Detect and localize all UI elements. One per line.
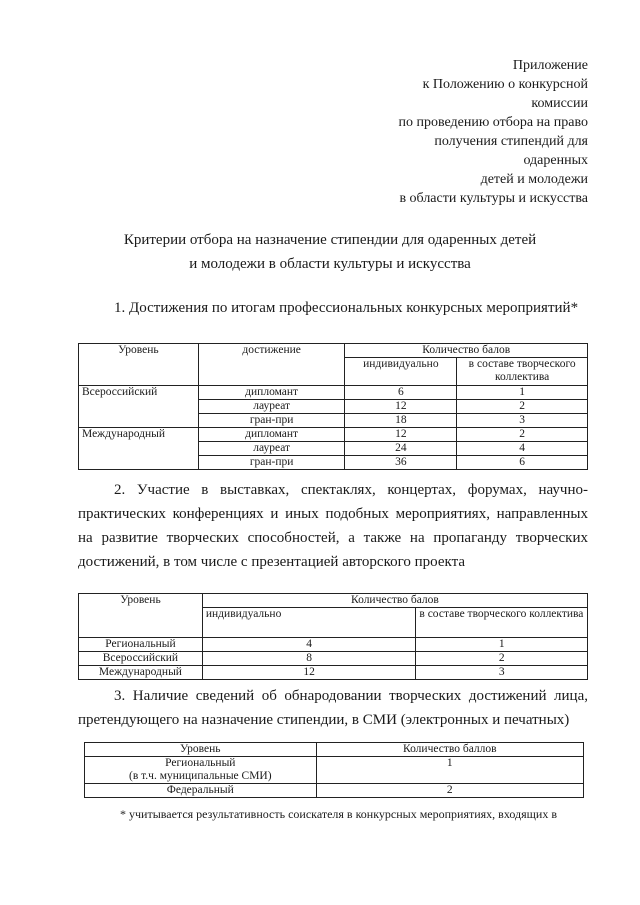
table-1-collective-cell: 4: [457, 442, 588, 456]
table-1-achievement-cell: лауреат: [198, 442, 345, 456]
table-2-individual-cell: 4: [202, 638, 416, 652]
appendix-line: Приложение: [512, 58, 588, 73]
table-3-header-level: Уровень: [85, 743, 317, 757]
table-1-individual-cell: 18: [345, 414, 457, 428]
table-2-collective-cell: 2: [416, 652, 588, 666]
table-1-achievement-cell: дипломант: [198, 428, 345, 442]
table-1-level-cell: Международный: [79, 428, 199, 470]
table-2-header-collective: в составе творческого коллектива: [416, 608, 588, 638]
table-2-level-cell: Международный: [79, 666, 203, 680]
table-2: [78, 593, 588, 680]
table-1-individual-cell: 36: [345, 456, 457, 470]
table-2-level-cell: Региональный: [79, 638, 203, 652]
table-1-collective-cell: 3: [457, 414, 588, 428]
table-2-individual-cell: 8: [202, 652, 416, 666]
table-1-level-cell: Всероссийский: [79, 386, 199, 428]
title-line-1: Критерии отбора на назначение стипендии для одаренных детей: [123, 232, 537, 248]
footnote: * учитывается результативность соискателя в конкурсных мероприятиях, входящих в: [120, 807, 557, 821]
table-2-level-cell: Всероссийский: [79, 652, 203, 666]
appendix-line: по проведению отбора на право: [398, 115, 588, 130]
table-2-header-individual: индивидуально: [202, 608, 416, 638]
table-1-collective-cell: 2: [457, 400, 588, 414]
table-1-header-level: Уровень: [79, 344, 199, 386]
table-1-collective-cell: 6: [457, 456, 588, 470]
table-1-individual-cell: 12: [345, 428, 457, 442]
document-title: [60, 228, 600, 276]
table-3-header-points: Количество баллов: [316, 743, 583, 757]
appendix-line: комиссии: [531, 96, 588, 111]
table-1-achievement-cell: дипломант: [198, 386, 345, 400]
table-3: [84, 742, 584, 798]
table-2-header-points: Количество балов: [202, 594, 587, 608]
appendix-line: одаренных: [523, 153, 588, 168]
appendix-line: в области культуры и искусства: [399, 191, 588, 206]
section-3-heading: 3. Наличие сведений об обнародовании творческих достижений лица, претендующего на назначение стипендии, в СМИ (электронных и печатных): [78, 688, 588, 728]
appendix-line: к Положению о конкурсной: [422, 77, 588, 92]
appendix-line: детей и молодежи: [480, 172, 588, 187]
table-2-individual-cell: 12: [202, 666, 416, 680]
section-2-heading: 2. Участие в выставках, спектаклях, концертах, форумах, научно-практических конференциях и иных подобных мероприятиях, направленных на развитие творческих способностей, а также на пропаганду творческих достижений, в том числе с презентацией авторского проекта: [78, 482, 588, 570]
table-3-level-note: (в т.ч. муниципальные СМИ): [128, 770, 272, 782]
section-1-heading: 1. Достижения по итогам профессиональных конкурсных мероприятий*: [114, 300, 579, 316]
table-3-level-name: Региональный: [165, 757, 236, 769]
table-3-points-cell: 2: [316, 784, 583, 798]
table-1-achievement-cell: гран-при: [198, 414, 345, 428]
title-line-2: и молодежи в области культуры и искусства: [189, 256, 471, 272]
table-3-level-cell: Федеральный: [85, 784, 317, 798]
table-2-collective-cell: 3: [416, 666, 588, 680]
table-1-collective-cell: 2: [457, 428, 588, 442]
table-1: [78, 343, 588, 470]
table-1-header-points: Количество балов: [345, 344, 588, 358]
table-1-collective-cell: 1: [457, 386, 588, 400]
table-1-achievement-cell: лауреат: [198, 400, 345, 414]
table-1-header-achievement: достижение: [198, 344, 345, 386]
table-1-individual-cell: 12: [345, 400, 457, 414]
table-3-points-cell: 1: [316, 757, 583, 784]
appendix-line: получения стипендий для: [434, 134, 588, 149]
table-1-achievement-cell: гран-при: [198, 456, 345, 470]
table-1-individual-cell: 6: [345, 386, 457, 400]
table-1-header-collective: в составе творческого коллектива: [457, 358, 588, 386]
table-2-collective-cell: 1: [416, 638, 588, 652]
table-1-individual-cell: 24: [345, 442, 457, 456]
table-1-header-individual: индивидуально: [345, 358, 457, 386]
table-3-level-cell: [85, 757, 317, 784]
table-2-header-level: Уровень: [79, 594, 203, 638]
appendix-header: [398, 56, 588, 208]
